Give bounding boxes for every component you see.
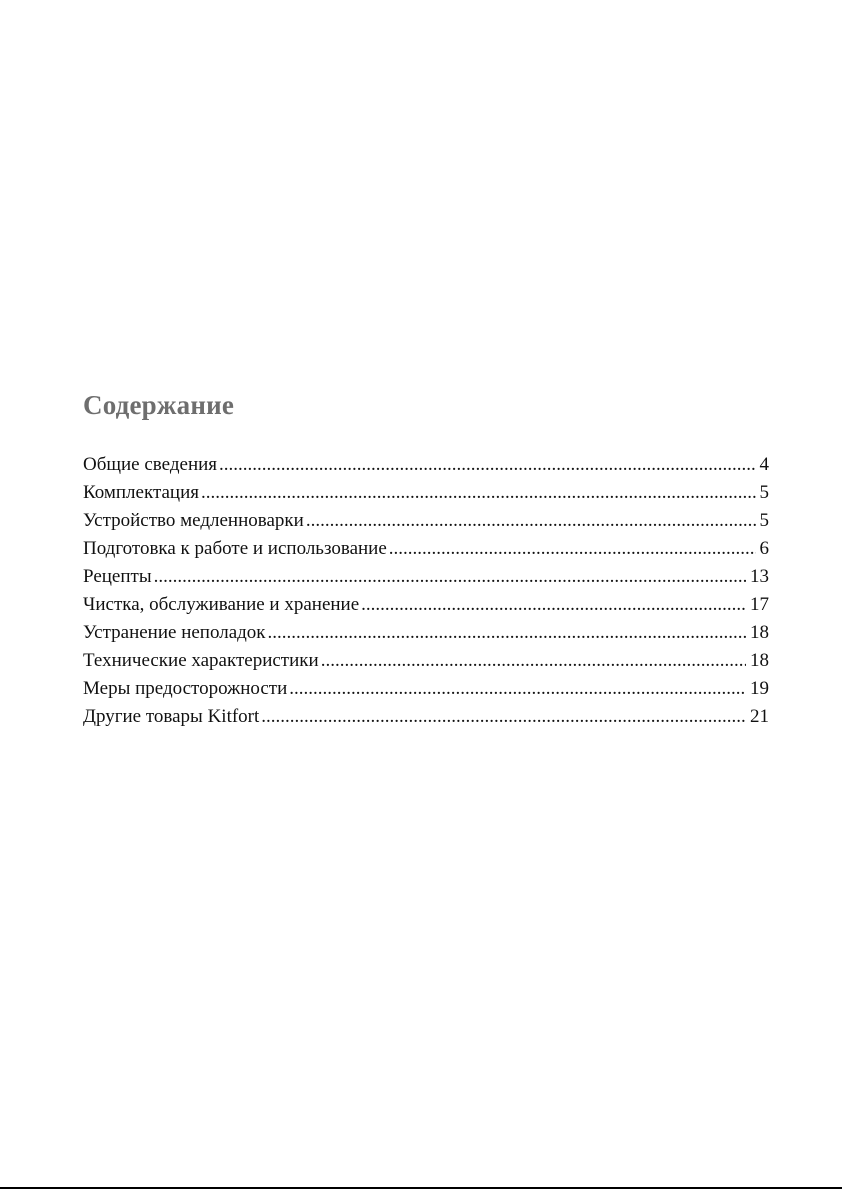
toc-entry[interactable] <box>83 451 769 479</box>
toc-dot-leader <box>389 535 756 563</box>
toc-dot-leader <box>219 451 755 479</box>
toc-entry[interactable] <box>83 507 769 535</box>
toc-entry-label: Чистка, обслуживание и хранение <box>83 594 360 615</box>
toc-entry[interactable] <box>83 703 769 731</box>
toc-entry[interactable] <box>83 563 769 591</box>
toc-dot-leader <box>289 675 746 703</box>
toc-entry-label: Устройство медленноварки <box>83 510 304 531</box>
toc-entry-label: Технические характеристики <box>83 650 319 671</box>
toc-title: Содержание <box>83 390 235 420</box>
toc-entry-label: Меры предосторожности <box>83 678 288 699</box>
toc-entry-page: 5 <box>759 482 769 503</box>
toc-entry[interactable] <box>83 535 769 563</box>
toc-entry[interactable] <box>83 647 769 675</box>
toc-entry-page: 6 <box>759 538 769 559</box>
toc-entry-page: 13 <box>750 566 769 587</box>
toc-dot-leader <box>361 591 746 619</box>
toc-entry-page: 18 <box>750 622 769 643</box>
toc-entry-label: Рецепты <box>83 566 152 587</box>
toc-entry[interactable] <box>83 591 769 619</box>
toc-entry-page: 17 <box>750 594 769 615</box>
toc-dot-leader <box>306 507 756 535</box>
toc-list <box>83 451 769 731</box>
page-bottom-rule <box>0 1187 842 1189</box>
toc-entry-page: 5 <box>759 510 769 531</box>
toc-dot-leader <box>321 647 746 675</box>
toc-entry-page: 19 <box>750 678 769 699</box>
toc-entry-label: Устранение неполадок <box>83 622 266 643</box>
toc-dot-leader <box>261 703 746 731</box>
toc-entry-page: 4 <box>759 454 769 475</box>
toc-dot-leader <box>154 563 746 591</box>
toc-entry[interactable] <box>83 675 769 703</box>
toc-entry-label: Другие товары Kitfort <box>83 706 260 727</box>
toc-dot-leader <box>268 619 746 647</box>
toc-entry-page: 18 <box>750 650 769 671</box>
toc-entry[interactable] <box>83 479 769 507</box>
toc-entry-label: Комплектация <box>83 482 199 503</box>
toc-entry-label: Подготовка к работе и использование <box>83 538 387 559</box>
toc-entry[interactable] <box>83 619 769 647</box>
toc-dot-leader <box>201 479 756 507</box>
toc-entry-label: Общие сведения <box>83 454 218 475</box>
toc-entry-page: 21 <box>750 706 769 727</box>
